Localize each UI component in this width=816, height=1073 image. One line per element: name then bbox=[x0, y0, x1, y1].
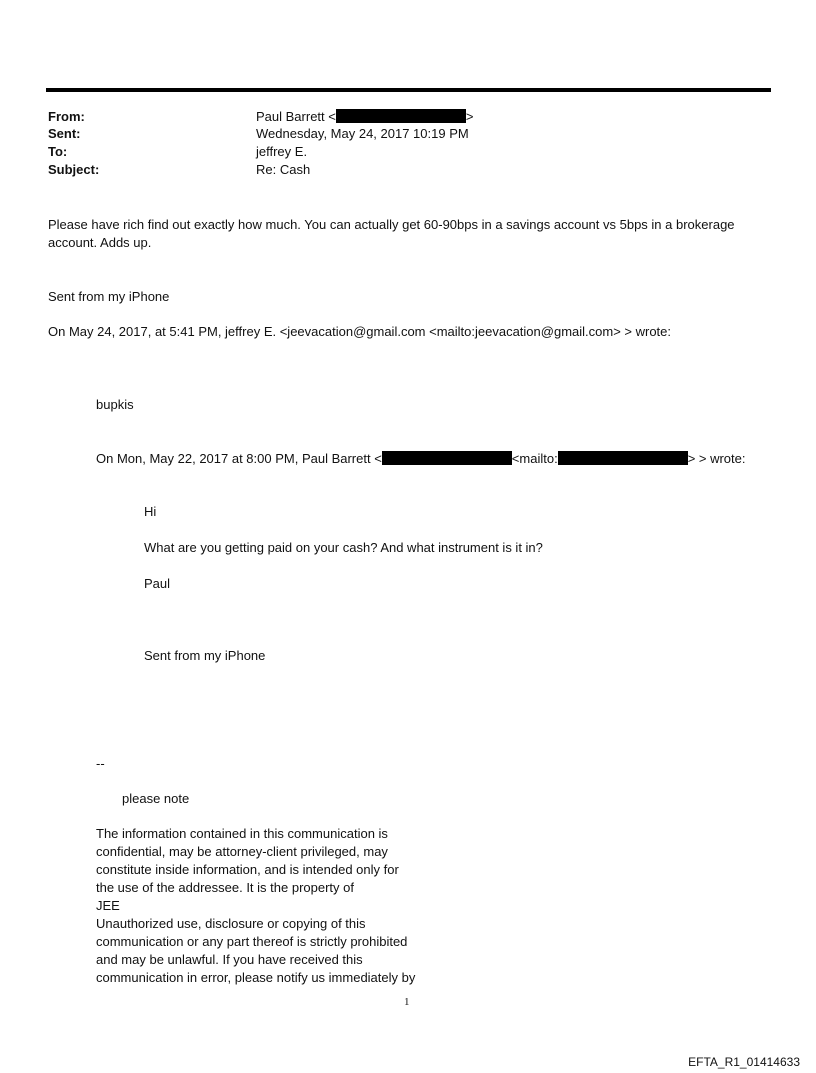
from-close: > bbox=[465, 109, 474, 124]
quote2-header-post: > > wrote: bbox=[687, 451, 746, 466]
from-value bbox=[256, 108, 473, 126]
please-note: please note bbox=[122, 791, 190, 806]
quote2-header-mid: <mailto: bbox=[511, 451, 558, 466]
quote2-signoff: Paul bbox=[144, 576, 171, 591]
subject-label: Subject: bbox=[48, 162, 100, 177]
disclaimer-line: communication or any part thereof is strictly prohibited bbox=[96, 934, 408, 949]
disclaimer-line: JEE bbox=[96, 898, 120, 913]
disclaimer-line: The information contained in this communication is bbox=[96, 826, 388, 841]
disclaimer-line: constitute inside information, and is intended only for bbox=[96, 862, 399, 877]
from-name: Paul Barrett < bbox=[256, 109, 336, 124]
header-rule bbox=[46, 88, 771, 92]
sent-value: Wednesday, May 24, 2017 10:19 PM bbox=[256, 126, 469, 141]
to-label: To: bbox=[48, 144, 68, 159]
sent-label: Sent: bbox=[48, 126, 81, 141]
quote2-header bbox=[96, 450, 746, 468]
document-id: EFTA_R1_01414633 bbox=[688, 1055, 800, 1069]
disclaimer-line: the use of the addressee. It is the property of bbox=[96, 880, 354, 895]
disclaimer-line: communication in error, please notify us immediately by bbox=[96, 970, 416, 985]
message-line-2: account. Adds up. bbox=[48, 235, 152, 250]
from-label: From: bbox=[48, 109, 85, 124]
separator: -- bbox=[96, 756, 105, 771]
quote2-greeting: Hi bbox=[144, 504, 157, 519]
quote2-question: What are you getting paid on your cash? And what instrument is it in? bbox=[144, 540, 543, 555]
disclaimer bbox=[96, 825, 415, 987]
redaction-block bbox=[558, 451, 688, 465]
page-number: 1 bbox=[404, 996, 410, 1008]
redaction-block bbox=[336, 109, 466, 123]
quote1-header: On May 24, 2017, at 5:41 PM, jeffrey E. <jeevacation@gmail.com <mailto:jeevacation@gmail.com> > wrote: bbox=[48, 324, 672, 339]
disclaimer-line: and may be unlawful. If you have received this bbox=[96, 952, 363, 967]
signature: Sent from my iPhone bbox=[48, 289, 170, 304]
redaction-block bbox=[382, 451, 512, 465]
message-line-1: Please have rich find out exactly how much. You can actually get 60-90bps in a savings account vs 5bps in a brokerage bbox=[48, 217, 735, 232]
to-value: jeffrey E. bbox=[256, 144, 308, 159]
quote2-signature: Sent from my iPhone bbox=[144, 648, 266, 663]
disclaimer-line: Unauthorized use, disclosure or copying of this bbox=[96, 916, 366, 931]
quote2-header-pre: On Mon, May 22, 2017 at 8:00 PM, Paul Barrett < bbox=[96, 451, 382, 466]
quote1-body: bupkis bbox=[96, 397, 134, 412]
subject-value: Re: Cash bbox=[256, 162, 311, 177]
disclaimer-line: confidential, may be attorney-client privileged, may bbox=[96, 844, 388, 859]
